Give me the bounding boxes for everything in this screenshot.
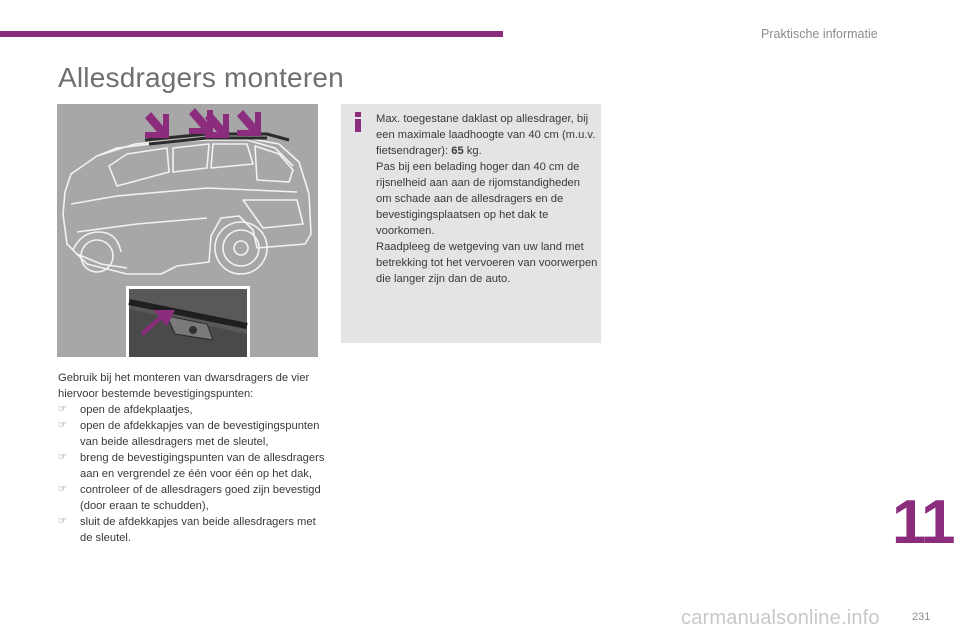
list-item xyxy=(58,450,330,482)
list-item xyxy=(58,482,330,514)
step-text: breng de bevestigingspunten van de allesdragers aan en vergrendel ze één voor één op het dak, xyxy=(80,452,325,480)
instructions-list xyxy=(58,402,330,546)
instructions xyxy=(58,370,330,546)
pointing-hand-icon: ☞ xyxy=(58,420,67,431)
step-text: open de afdekkapjes van de bevestigingspunten van beide allesdragers met de sleutel, xyxy=(80,420,320,448)
car-roof-illustration xyxy=(57,104,318,357)
pointing-hand-icon: ☞ xyxy=(58,404,67,415)
info-paragraph-2: Pas bij een belading hoger dan 40 cm de rijsnelheid aan aan de rijomstandigheden om schade aan de allesdragers en de bevestigingsplaatsen op het dak te voorkomen. xyxy=(376,161,581,237)
section-title: Praktische informatie xyxy=(761,27,878,41)
watermark: carmanualsonline.info xyxy=(681,607,880,629)
step-text: open de afdekplaatjes, xyxy=(80,404,193,416)
page-title: Allesdragers monteren xyxy=(58,62,344,93)
list-item xyxy=(58,402,330,418)
pointing-hand-icon: ☞ xyxy=(58,484,67,495)
instructions-intro: Gebruik bij het monteren van dwarsdragers de vier hiervoor bestemde bevestigingspunten: xyxy=(58,372,310,400)
info-text xyxy=(376,111,598,287)
info-icon xyxy=(351,112,365,132)
step-text: sluit de afdekkapjes van beide allesdragers met de sleutel. xyxy=(80,516,316,544)
info-text-segment: Max. toegestane daklast op allesdrager, bij een maximale laadhoogte van 40 cm (m.u.v. fietsendrager): xyxy=(376,113,596,157)
info-paragraph-1 xyxy=(376,111,598,159)
mounting-point-inset xyxy=(126,286,250,357)
max-load-value: 65 xyxy=(451,145,464,157)
chapter-number: 11 xyxy=(892,488,954,557)
info-text-segment: kg. xyxy=(463,145,482,157)
page-number: 231 xyxy=(912,611,931,623)
list-item xyxy=(58,514,330,546)
pointing-hand-icon: ☞ xyxy=(58,452,67,463)
step-text: controleer of de allesdragers goed zijn bevestigd (door eraan te schudden), xyxy=(80,484,321,512)
info-box xyxy=(341,104,601,343)
header-accent-bar xyxy=(0,31,503,37)
pointing-hand-icon: ☞ xyxy=(58,516,67,527)
info-paragraph-3: Raadpleeg de wetgeving van uw land met betrekking tot het vervoeren van voorwerpen die langer zijn dan de auto. xyxy=(376,241,598,285)
list-item xyxy=(58,418,330,450)
